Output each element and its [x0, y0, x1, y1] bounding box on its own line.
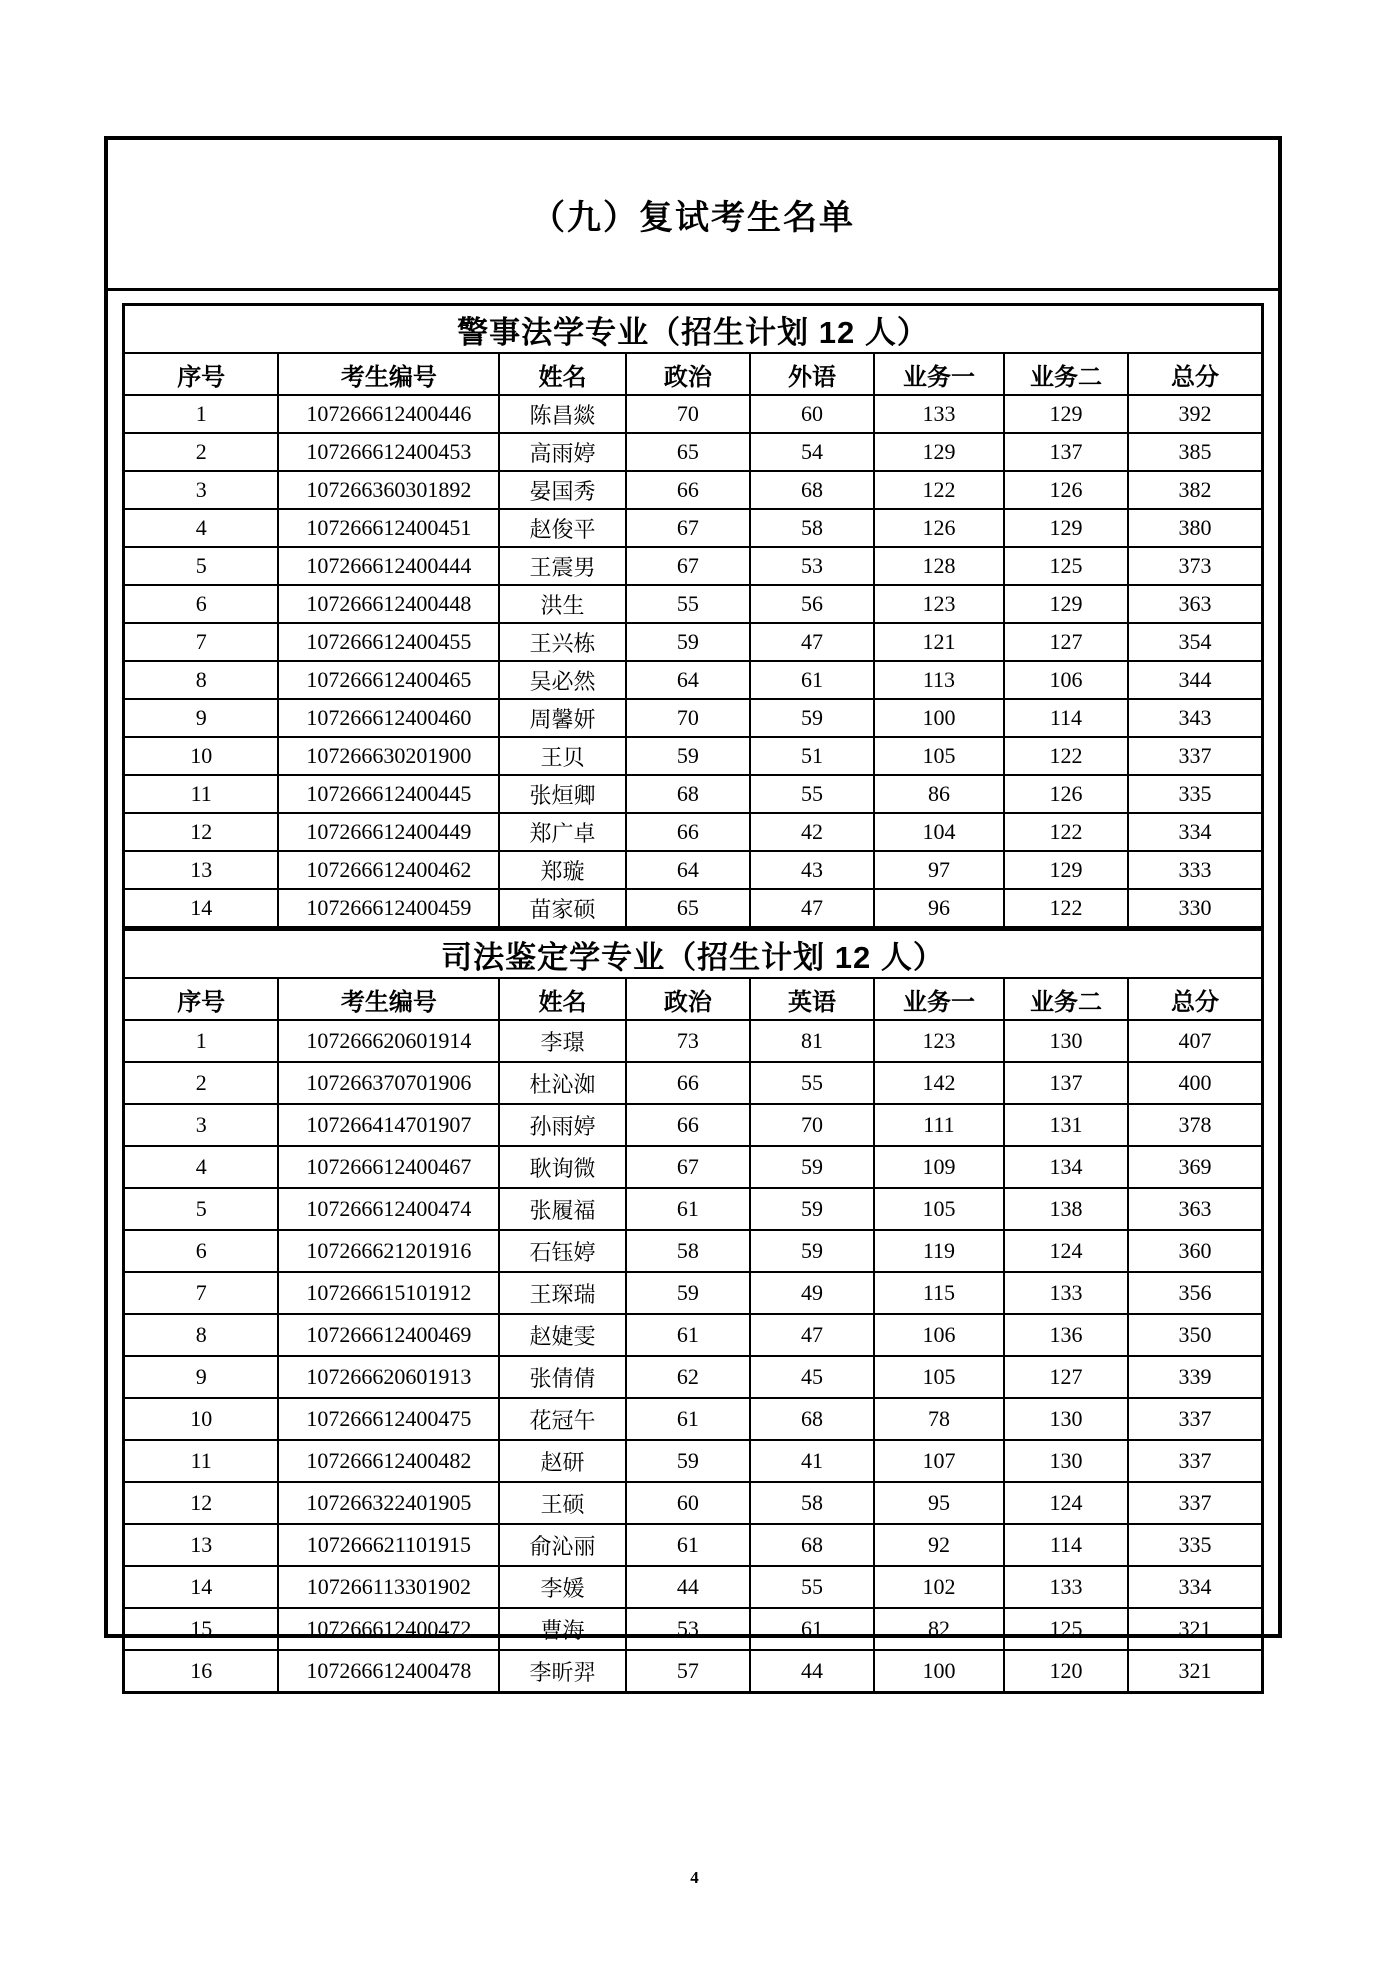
cell-total-score: 354: [1128, 623, 1262, 661]
cell-business-two: 129: [1004, 585, 1128, 623]
cell-candidate-id: 107266414701907: [278, 1104, 499, 1146]
cell-foreign-language: 43: [750, 851, 874, 889]
cell-business-one: 133: [874, 395, 1004, 433]
cell-total-score: 343: [1128, 699, 1262, 737]
cell-politics: 70: [626, 699, 750, 737]
section-title: 警事法学专业（招生计划 12 人）: [124, 305, 1263, 354]
cell-total-score: 333: [1128, 851, 1262, 889]
cell-business-one: 115: [874, 1272, 1004, 1314]
cell-politics: 65: [626, 889, 750, 928]
cell-total-score: 385: [1128, 433, 1262, 471]
cell-candidate-id: 107266621201916: [278, 1230, 499, 1272]
table-row: [124, 623, 1263, 661]
cell-politics: 59: [626, 623, 750, 661]
cell-name: 吴必然: [499, 661, 625, 699]
table-row: [124, 1020, 1263, 1062]
cell-candidate-id: 107266360301892: [278, 471, 499, 509]
cell-total-score: 373: [1128, 547, 1262, 585]
police-law-score-table: [122, 303, 1264, 929]
cell-business-two: 124: [1004, 1482, 1128, 1524]
column-header-business-one: 业务一: [874, 978, 1004, 1020]
cell-politics: 66: [626, 813, 750, 851]
cell-name: 曹海: [499, 1608, 625, 1650]
cell-index: 12: [124, 813, 279, 851]
cell-candidate-id: 107266612400449: [278, 813, 499, 851]
cell-politics: 73: [626, 1020, 750, 1062]
cell-index: 3: [124, 1104, 279, 1146]
column-header-candidate-id: 考生编号: [278, 353, 499, 395]
cell-business-two: 129: [1004, 851, 1128, 889]
cell-business-two: 125: [1004, 547, 1128, 585]
column-header-total-score: 总分: [1128, 978, 1262, 1020]
cell-candidate-id: 107266612400451: [278, 509, 499, 547]
column-header-foreign-language: 外语: [750, 353, 874, 395]
cell-name: 王琛瑞: [499, 1272, 625, 1314]
table-row: [124, 813, 1263, 851]
cell-name: 郑璇: [499, 851, 625, 889]
table-row: [124, 471, 1263, 509]
table-row: [124, 547, 1263, 585]
cell-index: 14: [124, 1566, 279, 1608]
cell-foreign-language: 59: [750, 699, 874, 737]
cell-business-two: 120: [1004, 1650, 1128, 1693]
title-section: [108, 140, 1278, 291]
cell-politics: 44: [626, 1566, 750, 1608]
cell-politics: 58: [626, 1230, 750, 1272]
cell-business-two: 138: [1004, 1188, 1128, 1230]
cell-business-one: 78: [874, 1398, 1004, 1440]
cell-candidate-id: 107266612400478: [278, 1650, 499, 1693]
cell-name: 杜沁洳: [499, 1062, 625, 1104]
table-row: [124, 1608, 1263, 1650]
cell-name: 周馨妍: [499, 699, 625, 737]
cell-foreign-language: 61: [750, 661, 874, 699]
cell-name: 赵俊平: [499, 509, 625, 547]
cell-business-one: 122: [874, 471, 1004, 509]
cell-name: 赵研: [499, 1440, 625, 1482]
cell-politics: 57: [626, 1650, 750, 1693]
cell-politics: 61: [626, 1524, 750, 1566]
cell-name: 王震男: [499, 547, 625, 585]
cell-name: 李璟: [499, 1020, 625, 1062]
cell-business-one: 92: [874, 1524, 1004, 1566]
cell-total-score: 378: [1128, 1104, 1262, 1146]
table-row: [124, 851, 1263, 889]
table-row: [124, 1104, 1263, 1146]
cell-candidate-id: 107266612400482: [278, 1440, 499, 1482]
cell-candidate-id: 107266113301902: [278, 1566, 499, 1608]
cell-index: 8: [124, 661, 279, 699]
cell-business-one: 121: [874, 623, 1004, 661]
cell-index: 1: [124, 395, 279, 433]
cell-index: 13: [124, 1524, 279, 1566]
cell-foreign-language: 68: [750, 471, 874, 509]
cell-index: 9: [124, 699, 279, 737]
cell-candidate-id: 107266612400467: [278, 1146, 499, 1188]
table-row: [124, 1230, 1263, 1272]
section-title: 司法鉴定学专业（招生计划 12 人）: [124, 930, 1263, 978]
column-header-name: 姓名: [499, 978, 625, 1020]
cell-foreign-language: 42: [750, 813, 874, 851]
cell-foreign-language: 59: [750, 1146, 874, 1188]
cell-business-one: 102: [874, 1566, 1004, 1608]
cell-name: 洪生: [499, 585, 625, 623]
cell-business-one: 97: [874, 851, 1004, 889]
cell-business-one: 142: [874, 1062, 1004, 1104]
cell-index: 7: [124, 1272, 279, 1314]
cell-business-two: 130: [1004, 1020, 1128, 1062]
cell-business-one: 107: [874, 1440, 1004, 1482]
table-row: [124, 1650, 1263, 1693]
cell-total-score: 356: [1128, 1272, 1262, 1314]
cell-business-two: 126: [1004, 471, 1128, 509]
cell-business-one: 82: [874, 1608, 1004, 1650]
cell-index: 5: [124, 547, 279, 585]
column-header-row: [124, 978, 1263, 1020]
table-row: [124, 661, 1263, 699]
section-title-row: [124, 930, 1263, 978]
cell-foreign-language: 54: [750, 433, 874, 471]
cell-index: 4: [124, 509, 279, 547]
cell-foreign-language: 47: [750, 1314, 874, 1356]
cell-business-two: 133: [1004, 1272, 1128, 1314]
cell-name: 李昕羿: [499, 1650, 625, 1693]
cell-candidate-id: 107266612400465: [278, 661, 499, 699]
cell-business-two: 137: [1004, 1062, 1128, 1104]
cell-total-score: 344: [1128, 661, 1262, 699]
cell-foreign-language: 59: [750, 1188, 874, 1230]
column-header-business-two: 业务二: [1004, 353, 1128, 395]
cell-business-two: 122: [1004, 889, 1128, 928]
section-title-row: [124, 305, 1263, 354]
cell-foreign-language: 81: [750, 1020, 874, 1062]
cell-index: 2: [124, 1062, 279, 1104]
cell-candidate-id: 107266612400459: [278, 889, 499, 928]
cell-business-one: 96: [874, 889, 1004, 928]
cell-index: 15: [124, 1608, 279, 1650]
cell-index: 1: [124, 1020, 279, 1062]
cell-business-two: 114: [1004, 699, 1128, 737]
cell-business-two: 122: [1004, 737, 1128, 775]
cell-business-one: 105: [874, 737, 1004, 775]
cell-total-score: 337: [1128, 737, 1262, 775]
cell-politics: 61: [626, 1314, 750, 1356]
cell-business-one: 105: [874, 1188, 1004, 1230]
cell-total-score: 330: [1128, 889, 1262, 928]
table-row: [124, 509, 1263, 547]
cell-business-two: 124: [1004, 1230, 1128, 1272]
cell-politics: 66: [626, 471, 750, 509]
cell-name: 耿询微: [499, 1146, 625, 1188]
cell-candidate-id: 107266615101912: [278, 1272, 499, 1314]
document-border-box: [104, 136, 1282, 1685]
table-row: [124, 1482, 1263, 1524]
cell-foreign-language: 49: [750, 1272, 874, 1314]
cell-business-two: 125: [1004, 1608, 1128, 1650]
cell-politics: 60: [626, 1482, 750, 1524]
page-number: 4: [690, 1868, 699, 1887]
cell-business-one: 86: [874, 775, 1004, 813]
cell-business-two: 114: [1004, 1524, 1128, 1566]
cell-foreign-language: 47: [750, 623, 874, 661]
cell-total-score: 369: [1128, 1146, 1262, 1188]
cell-total-score: 334: [1128, 813, 1262, 851]
cell-politics: 61: [626, 1398, 750, 1440]
cell-candidate-id: 107266620601913: [278, 1356, 499, 1398]
cell-business-two: 106: [1004, 661, 1128, 699]
cell-business-two: 126: [1004, 775, 1128, 813]
cell-total-score: 363: [1128, 1188, 1262, 1230]
cell-index: 11: [124, 1440, 279, 1482]
cell-politics: 66: [626, 1062, 750, 1104]
cell-politics: 67: [626, 547, 750, 585]
cell-business-two: 133: [1004, 1566, 1128, 1608]
cell-business-one: 104: [874, 813, 1004, 851]
cell-business-two: 127: [1004, 623, 1128, 661]
cell-candidate-id: 107266612400469: [278, 1314, 499, 1356]
forensic-science-score-table: [122, 929, 1264, 1694]
cell-politics: 68: [626, 775, 750, 813]
cell-name: 张履福: [499, 1188, 625, 1230]
cell-name: 高雨婷: [499, 433, 625, 471]
cell-foreign-language: 47: [750, 889, 874, 928]
cell-candidate-id: 107266612400460: [278, 699, 499, 737]
cell-candidate-id: 107266612400445: [278, 775, 499, 813]
cell-politics: 59: [626, 1272, 750, 1314]
cell-business-one: 113: [874, 661, 1004, 699]
cell-business-one: 95: [874, 1482, 1004, 1524]
table-row: [124, 395, 1263, 433]
cell-candidate-id: 107266612400444: [278, 547, 499, 585]
table-row: [124, 1440, 1263, 1482]
cell-business-two: 136: [1004, 1314, 1128, 1356]
cell-business-two: 129: [1004, 509, 1128, 547]
cell-index: 3: [124, 471, 279, 509]
cell-foreign-language: 53: [750, 547, 874, 585]
table-row: [124, 433, 1263, 471]
cell-foreign-language: 59: [750, 1230, 874, 1272]
cell-candidate-id: 107266612400475: [278, 1398, 499, 1440]
cell-index: 6: [124, 1230, 279, 1272]
cell-politics: 65: [626, 433, 750, 471]
cell-total-score: 339: [1128, 1356, 1262, 1398]
table-row: [124, 1062, 1263, 1104]
cell-name: 张烜卿: [499, 775, 625, 813]
cell-candidate-id: 107266620601914: [278, 1020, 499, 1062]
cell-candidate-id: 107266612400448: [278, 585, 499, 623]
cell-business-two: 137: [1004, 433, 1128, 471]
tables-container: [122, 303, 1264, 1694]
cell-name: 石钰婷: [499, 1230, 625, 1272]
cell-index: 4: [124, 1146, 279, 1188]
cell-index: 9: [124, 1356, 279, 1398]
cell-politics: 67: [626, 509, 750, 547]
cell-index: 14: [124, 889, 279, 928]
cell-total-score: 321: [1128, 1608, 1262, 1650]
cell-candidate-id: 107266612400455: [278, 623, 499, 661]
cell-total-score: 337: [1128, 1440, 1262, 1482]
cell-politics: 61: [626, 1188, 750, 1230]
cell-foreign-language: 45: [750, 1356, 874, 1398]
cell-politics: 66: [626, 1104, 750, 1146]
cell-business-two: 134: [1004, 1146, 1128, 1188]
cell-foreign-language: 58: [750, 1482, 874, 1524]
cell-foreign-language: 55: [750, 1062, 874, 1104]
cell-total-score: 321: [1128, 1650, 1262, 1693]
table-row: [124, 737, 1263, 775]
cell-candidate-id: 107266630201900: [278, 737, 499, 775]
cell-total-score: 337: [1128, 1482, 1262, 1524]
cell-politics: 64: [626, 661, 750, 699]
cell-business-one: 119: [874, 1230, 1004, 1272]
cell-index: 5: [124, 1188, 279, 1230]
cell-business-one: 129: [874, 433, 1004, 471]
cell-candidate-id: 107266612400462: [278, 851, 499, 889]
cell-politics: 59: [626, 1440, 750, 1482]
cell-business-one: 128: [874, 547, 1004, 585]
cell-candidate-id: 107266612400446: [278, 395, 499, 433]
cell-business-two: 131: [1004, 1104, 1128, 1146]
cell-business-two: 129: [1004, 395, 1128, 433]
cell-business-two: 130: [1004, 1440, 1128, 1482]
cell-index: 2: [124, 433, 279, 471]
cell-total-score: 407: [1128, 1020, 1262, 1062]
cell-foreign-language: 51: [750, 737, 874, 775]
column-header-total-score: 总分: [1128, 353, 1262, 395]
cell-foreign-language: 55: [750, 1566, 874, 1608]
cell-total-score: 360: [1128, 1230, 1262, 1272]
cell-foreign-language: 68: [750, 1524, 874, 1566]
cell-foreign-language: 60: [750, 395, 874, 433]
table-row: [124, 1398, 1263, 1440]
cell-name: 王硕: [499, 1482, 625, 1524]
cell-business-one: 105: [874, 1356, 1004, 1398]
table-row: [124, 1272, 1263, 1314]
column-header-business-two: 业务二: [1004, 978, 1128, 1020]
cell-politics: 55: [626, 585, 750, 623]
table-row: [124, 1146, 1263, 1188]
table-row: [124, 585, 1263, 623]
cell-foreign-language: 70: [750, 1104, 874, 1146]
cell-name: 陈昌燚: [499, 395, 625, 433]
table-row: [124, 1356, 1263, 1398]
cell-name: 孙雨婷: [499, 1104, 625, 1146]
cell-foreign-language: 61: [750, 1608, 874, 1650]
cell-name: 郑广卓: [499, 813, 625, 851]
cell-foreign-language: 68: [750, 1398, 874, 1440]
cell-business-two: 122: [1004, 813, 1128, 851]
column-header-row: [124, 353, 1263, 395]
cell-candidate-id: 107266322401905: [278, 1482, 499, 1524]
cell-total-score: 392: [1128, 395, 1262, 433]
column-header-politics: 政治: [626, 978, 750, 1020]
cell-name: 俞沁丽: [499, 1524, 625, 1566]
cell-business-two: 130: [1004, 1398, 1128, 1440]
column-header-candidate-id: 考生编号: [278, 978, 499, 1020]
cell-candidate-id: 107266621101915: [278, 1524, 499, 1566]
cell-candidate-id: 107266370701906: [278, 1062, 499, 1104]
cell-name: 李媛: [499, 1566, 625, 1608]
cell-index: 7: [124, 623, 279, 661]
cell-politics: 59: [626, 737, 750, 775]
cell-business-one: 123: [874, 1020, 1004, 1062]
column-header-foreign-language: 英语: [750, 978, 874, 1020]
cell-foreign-language: 44: [750, 1650, 874, 1693]
cell-candidate-id: 107266612400453: [278, 433, 499, 471]
cell-total-score: 380: [1128, 509, 1262, 547]
cell-total-score: 337: [1128, 1398, 1262, 1440]
cell-business-two: 127: [1004, 1356, 1128, 1398]
column-header-name: 姓名: [499, 353, 625, 395]
cell-name: 王贝: [499, 737, 625, 775]
cell-total-score: 334: [1128, 1566, 1262, 1608]
cell-foreign-language: 58: [750, 509, 874, 547]
cell-candidate-id: 107266612400472: [278, 1608, 499, 1650]
cell-name: 张倩倩: [499, 1356, 625, 1398]
cell-total-score: 335: [1128, 1524, 1262, 1566]
cell-business-one: 100: [874, 699, 1004, 737]
cell-foreign-language: 41: [750, 1440, 874, 1482]
cell-name: 花冠午: [499, 1398, 625, 1440]
table-row: [124, 699, 1263, 737]
cell-foreign-language: 55: [750, 775, 874, 813]
table-row: [124, 1188, 1263, 1230]
cell-index: 13: [124, 851, 279, 889]
cell-politics: 64: [626, 851, 750, 889]
cell-name: 晏国秀: [499, 471, 625, 509]
cell-politics: 62: [626, 1356, 750, 1398]
cell-politics: 70: [626, 395, 750, 433]
column-header-politics: 政治: [626, 353, 750, 395]
page-title: （九）复试考生名单: [531, 198, 855, 237]
column-header-business-one: 业务一: [874, 353, 1004, 395]
cell-total-score: 382: [1128, 471, 1262, 509]
cell-politics: 67: [626, 1146, 750, 1188]
cell-business-one: 123: [874, 585, 1004, 623]
cell-business-one: 109: [874, 1146, 1004, 1188]
cell-candidate-id: 107266612400474: [278, 1188, 499, 1230]
cell-business-one: 126: [874, 509, 1004, 547]
cell-politics: 53: [626, 1608, 750, 1650]
cell-foreign-language: 56: [750, 585, 874, 623]
cell-index: 11: [124, 775, 279, 813]
cell-index: 10: [124, 737, 279, 775]
column-header-index: 序号: [124, 978, 279, 1020]
cell-total-score: 335: [1128, 775, 1262, 813]
cell-name: 王兴栋: [499, 623, 625, 661]
cell-name: 赵婕雯: [499, 1314, 625, 1356]
column-header-index: 序号: [124, 353, 279, 395]
cell-business-one: 100: [874, 1650, 1004, 1693]
cell-index: 16: [124, 1650, 279, 1693]
table-row: [124, 889, 1263, 928]
cell-index: 8: [124, 1314, 279, 1356]
cell-business-one: 106: [874, 1314, 1004, 1356]
cell-total-score: 363: [1128, 585, 1262, 623]
cell-total-score: 400: [1128, 1062, 1262, 1104]
table-row: [124, 1314, 1263, 1356]
cell-total-score: 350: [1128, 1314, 1262, 1356]
table-row: [124, 1566, 1263, 1608]
table-row: [124, 775, 1263, 813]
cell-index: 6: [124, 585, 279, 623]
cell-name: 苗家硕: [499, 889, 625, 928]
table-row: [124, 1524, 1263, 1566]
cell-index: 10: [124, 1398, 279, 1440]
cell-business-one: 111: [874, 1104, 1004, 1146]
cell-index: 12: [124, 1482, 279, 1524]
